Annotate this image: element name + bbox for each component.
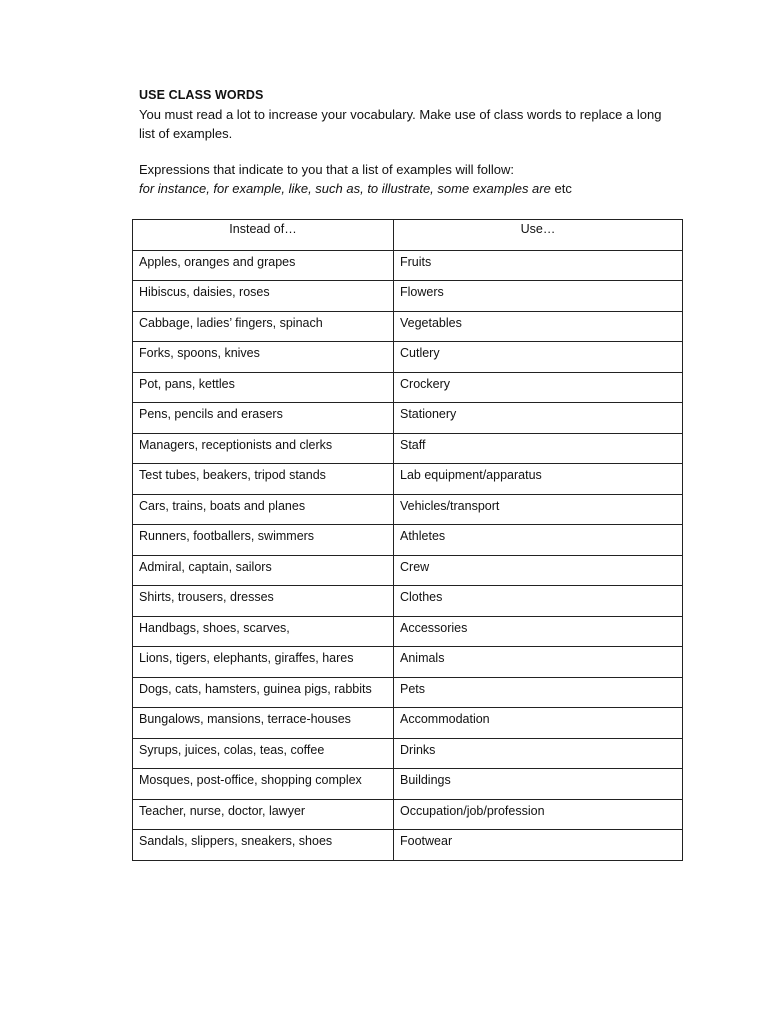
header-instead-of: Instead of… (133, 220, 394, 251)
table-row (133, 616, 683, 647)
table-row (133, 250, 683, 281)
use-cell: Crew (394, 555, 683, 586)
instead-of-cell: Hibiscus, daisies, roses (133, 281, 394, 312)
use-cell: Animals (394, 647, 683, 678)
use-cell: Flowers (394, 281, 683, 312)
use-cell: Stationery (394, 403, 683, 434)
table-row (133, 647, 683, 678)
expressions-lead: Expressions that indicate to you that a list of examples will follow: (139, 162, 515, 177)
table-row (133, 830, 683, 861)
use-cell: Pets (394, 677, 683, 708)
intro-paragraph: You must read a lot to increase your vocabulary. Make use of class words to replace a long list of examples. (139, 107, 662, 141)
instead-of-cell: Teacher, nurse, doctor, lawyer (133, 799, 394, 830)
table-row (133, 281, 683, 312)
use-cell: Buildings (394, 769, 683, 800)
instead-of-cell: Apples, oranges and grapes (133, 250, 394, 281)
instead-of-cell: Forks, spoons, knives (133, 342, 394, 373)
table-row (133, 342, 683, 373)
header-use: Use… (394, 220, 683, 251)
use-cell: Occupation/job/profession (394, 799, 683, 830)
instead-of-cell: Cars, trains, boats and planes (133, 494, 394, 525)
table-row (133, 677, 683, 708)
instead-of-cell: Lions, tigers, elephants, giraffes, hares (133, 647, 394, 678)
use-cell: Crockery (394, 372, 683, 403)
instead-of-cell: Runners, footballers, swimmers (133, 525, 394, 556)
use-cell: Staff (394, 433, 683, 464)
table-row (133, 555, 683, 586)
table-row (133, 708, 683, 739)
table-row (133, 372, 683, 403)
instead-of-cell: Bungalows, mansions, terrace-houses (133, 708, 394, 739)
instead-of-cell: Syrups, juices, colas, teas, coffee (133, 738, 394, 769)
use-cell: Vehicles/transport (394, 494, 683, 525)
expressions-line (139, 181, 572, 196)
instead-of-cell: Shirts, trousers, dresses (133, 586, 394, 617)
document-heading: USE CLASS WORDS (139, 88, 264, 102)
use-cell: Cutlery (394, 342, 683, 373)
instead-of-cell: Pens, pencils and erasers (133, 403, 394, 434)
table-row (133, 311, 683, 342)
use-cell: Fruits (394, 250, 683, 281)
use-cell: Clothes (394, 586, 683, 617)
table-row (133, 586, 683, 617)
expressions-tail: etc (550, 181, 572, 196)
class-words-table (132, 219, 683, 861)
instead-of-cell: Sandals, slippers, sneakers, shoes (133, 830, 394, 861)
instead-of-cell: Handbags, shoes, scarves, (133, 616, 394, 647)
table-row (133, 433, 683, 464)
use-cell: Athletes (394, 525, 683, 556)
table-row (133, 738, 683, 769)
expressions-list: for instance, for example, like, such as, to illustrate, some examples are (139, 181, 551, 196)
use-cell: Accommodation (394, 708, 683, 739)
table-row (133, 525, 683, 556)
use-cell: Accessories (394, 616, 683, 647)
table-row (133, 799, 683, 830)
table-row (133, 464, 683, 495)
instead-of-cell: Dogs, cats, hamsters, guinea pigs, rabbits (133, 677, 394, 708)
table-row (133, 403, 683, 434)
use-cell: Lab equipment/apparatus (394, 464, 683, 495)
instead-of-cell: Test tubes, beakers, tripod stands (133, 464, 394, 495)
instead-of-cell: Managers, receptionists and clerks (133, 433, 394, 464)
instead-of-cell: Cabbage, ladies’ fingers, spinach (133, 311, 394, 342)
table-row (133, 769, 683, 800)
use-cell: Drinks (394, 738, 683, 769)
instead-of-cell: Pot, pans, kettles (133, 372, 394, 403)
instead-of-cell: Admiral, captain, sailors (133, 555, 394, 586)
table-header-row (133, 220, 683, 251)
table-row (133, 494, 683, 525)
use-cell: Footwear (394, 830, 683, 861)
instead-of-cell: Mosques, post-office, shopping complex (133, 769, 394, 800)
use-cell: Vegetables (394, 311, 683, 342)
